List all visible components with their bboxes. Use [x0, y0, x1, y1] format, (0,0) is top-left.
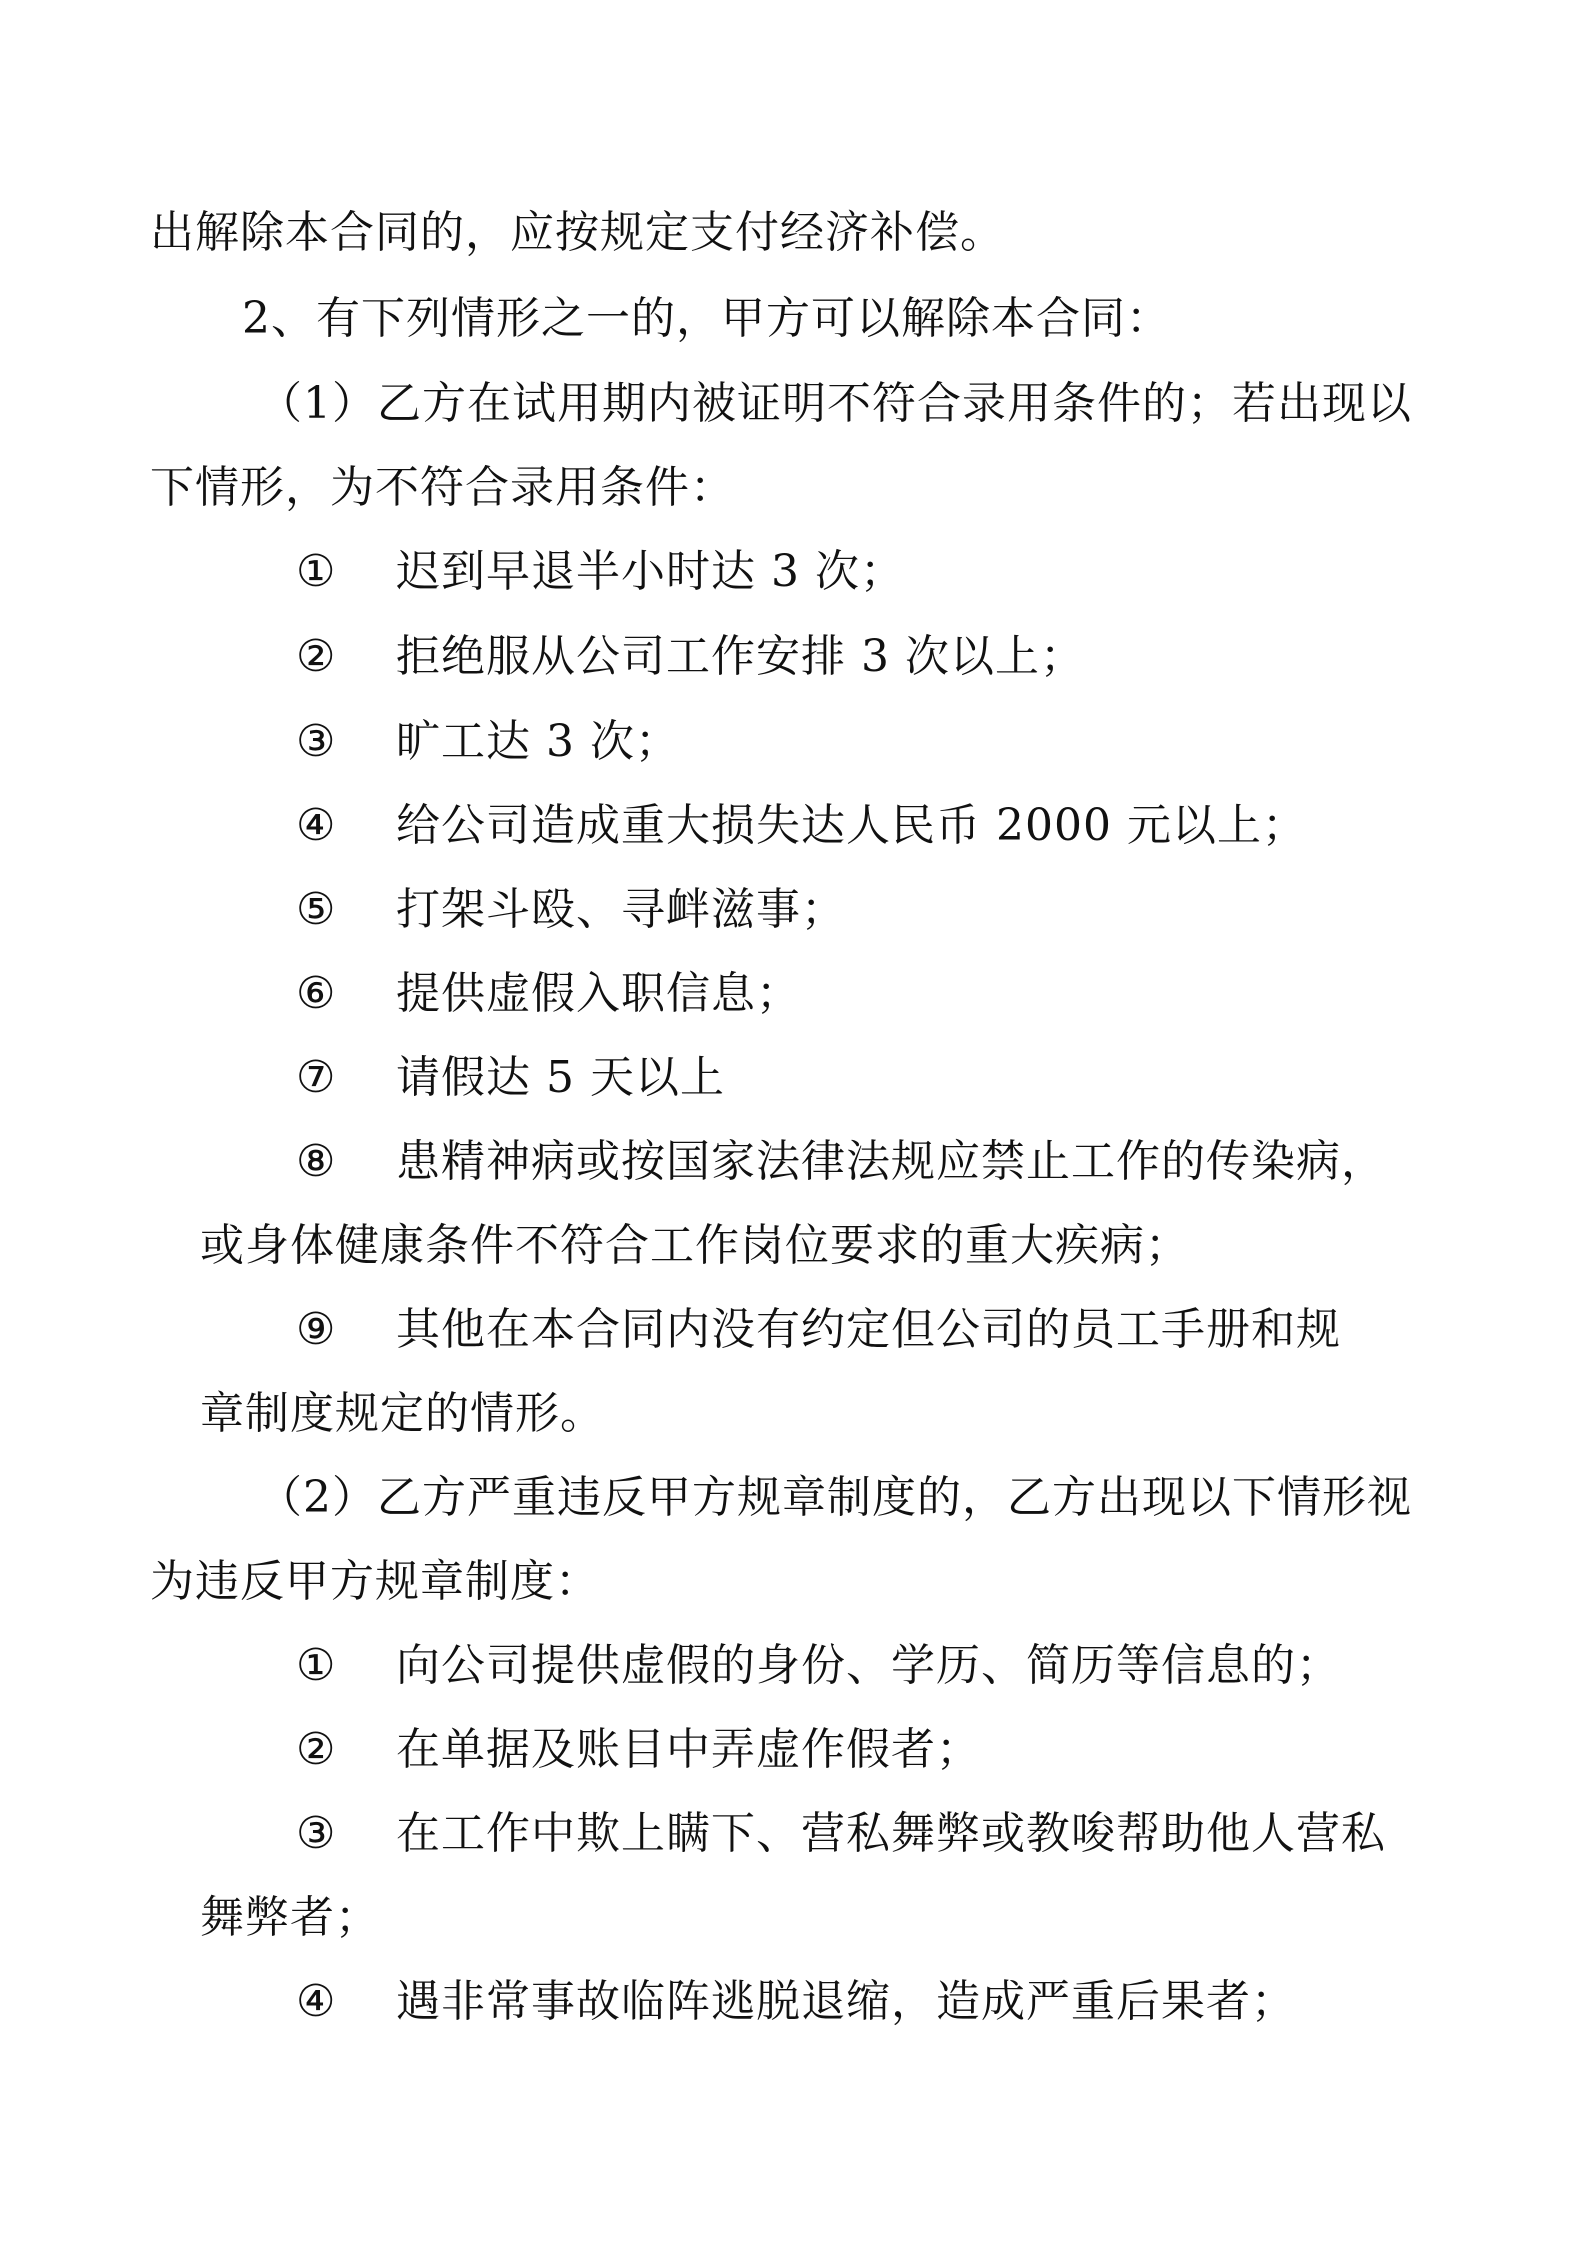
- subclause-2-line: 为违反甲方规章制度：: [150, 1556, 600, 1607]
- item-number: ②: [296, 631, 337, 682]
- list-item: 患精神病或按国家法律法规应禁止工作的传染病，: [396, 1136, 1386, 1187]
- list-item: 在单据及账目中弄虚作假者；: [396, 1724, 981, 1775]
- item-number: ⑤: [296, 884, 337, 935]
- subclause-1-line: 下情形，为不符合录用条件：: [150, 462, 735, 513]
- list-item-continuation: 章制度规定的情形。: [200, 1388, 605, 1439]
- clause-heading: 2、有下列情形之一的，甲方可以解除本合同：: [242, 293, 1171, 344]
- item-number: ②: [296, 1724, 337, 1775]
- list-item-continuation: 舞弊者；: [200, 1892, 380, 1943]
- list-item: 其他在本合同内没有约定但公司的员工手册和规: [396, 1304, 1341, 1355]
- item-number: ⑧: [296, 1136, 337, 1187]
- list-item: 打架斗殴、寻衅滋事；: [396, 884, 846, 935]
- list-item: 给公司造成重大损失达人民币 2000 元以上；: [396, 800, 1307, 851]
- list-item: 旷工达 3 次；: [396, 716, 680, 767]
- list-item: 向公司提供虚假的身份、学历、简历等信息的；: [396, 1640, 1341, 1691]
- subclause-1-line: （1）乙方在试用期内被证明不符合录用条件的；若出现以: [258, 378, 1412, 429]
- item-number: ④: [296, 1976, 337, 2027]
- item-number: ③: [296, 1808, 337, 1859]
- list-item: 提供虚假入职信息；: [396, 968, 801, 1019]
- list-item: 请假达 5 天以上: [396, 1052, 725, 1103]
- list-item-continuation: 或身体健康条件不符合工作岗位要求的重大疾病；: [200, 1220, 1190, 1271]
- list-item: 遇非常事故临阵逃脱退缩，造成严重后果者；: [396, 1976, 1296, 2027]
- paragraph-line: 出解除本合同的，应按规定支付经济补偿。: [150, 207, 1005, 258]
- item-number: ①: [296, 1640, 337, 1691]
- list-item: 拒绝服从公司工作安排 3 次以上；: [396, 631, 1085, 682]
- item-number: ⑦: [296, 1052, 337, 1103]
- item-number: ⑨: [296, 1304, 337, 1355]
- list-item: 迟到早退半小时达 3 次；: [396, 546, 905, 597]
- item-number: ⑥: [296, 968, 337, 1019]
- item-number: ③: [296, 716, 337, 767]
- list-item: 在工作中欺上瞒下、营私舞弊或教唆帮助他人营私: [396, 1808, 1386, 1859]
- item-number: ④: [296, 800, 337, 851]
- subclause-2-line: （2）乙方严重违反甲方规章制度的，乙方出现以下情形视: [258, 1472, 1412, 1523]
- item-number: ①: [296, 546, 337, 597]
